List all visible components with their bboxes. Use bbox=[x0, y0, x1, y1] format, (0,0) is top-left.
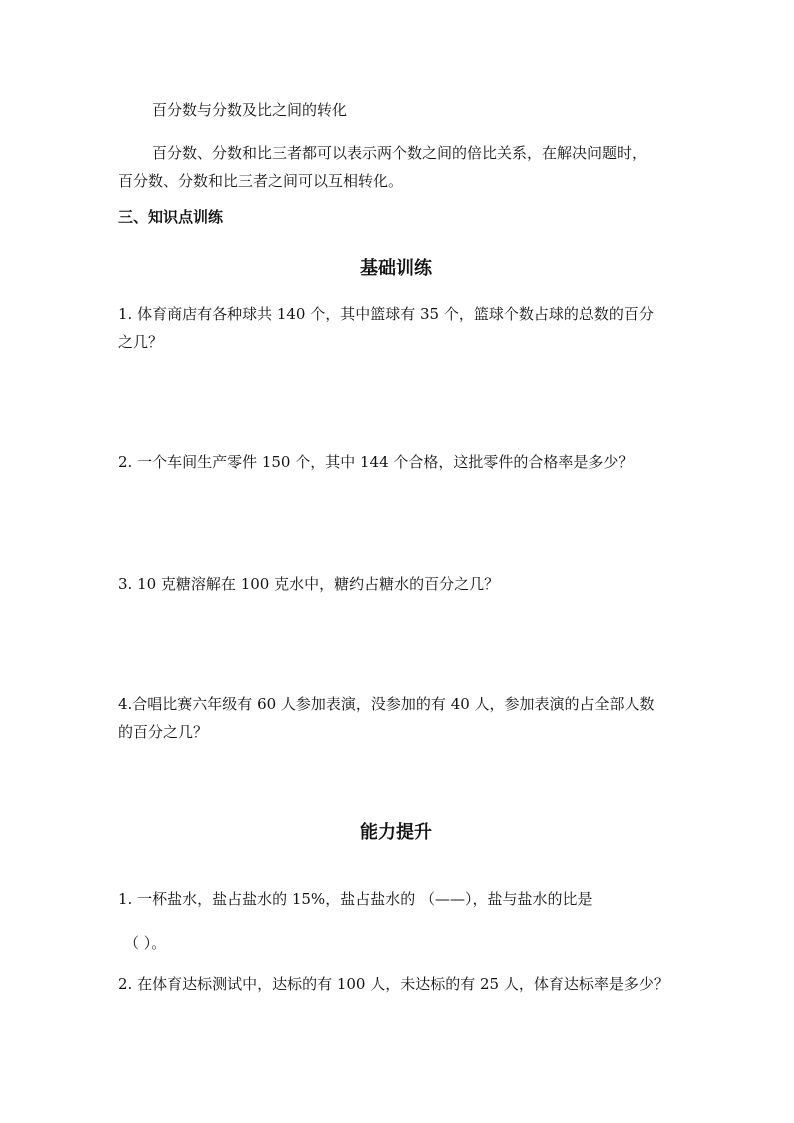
basic-question-1-line-1: 1. 体育商店有各种球共 140 个，其中篮球有 35 个，篮球个数占球的总数的百分 bbox=[118, 305, 654, 323]
basic-question-2: 2. 一个车间生产零件 150 个，其中 144 个合格，这批零件的合格率是多少？ bbox=[118, 453, 634, 471]
advanced-question-1-line-1: 1. 一杯盐水，盐占盐水的 15%，盐占盐水的 （——），盐与盐水的比是 bbox=[118, 890, 593, 908]
intro-paragraph-line-2: 百分数、分数和比三者之间可以互相转化。 bbox=[118, 172, 404, 190]
basic-question-1-line-2: 之几？ bbox=[118, 333, 164, 351]
basic-question-4-line-2: 的百分之几？ bbox=[118, 723, 209, 741]
intro-paragraph-line-1: 百分数、分数和比三者都可以表示两个数之间的倍比关系，在解决问题时， bbox=[152, 144, 648, 162]
advanced-question-1-line-2: （ ）。 bbox=[124, 934, 167, 952]
intro-title: 百分数与分数及比之间的转化 bbox=[152, 101, 348, 119]
basic-question-3: 3. 10 克糖溶解在 100 克水中，糖约占糖水的百分之几？ bbox=[118, 575, 500, 593]
advanced-heading: 能力提升 bbox=[360, 822, 432, 843]
basic-question-4-line-1: 4.合唱比赛六年级有 60 人参加表演，没参加的有 40 人，参加表演的占全部人数 bbox=[118, 695, 655, 713]
basic-training-heading: 基础训练 bbox=[360, 258, 432, 279]
advanced-question-2: 2. 在体育达标测试中，达标的有 100 人，未达标的有 25 人，体育达标率是多少？ bbox=[118, 975, 669, 993]
section-label: 三、知识点训练 bbox=[118, 208, 224, 226]
